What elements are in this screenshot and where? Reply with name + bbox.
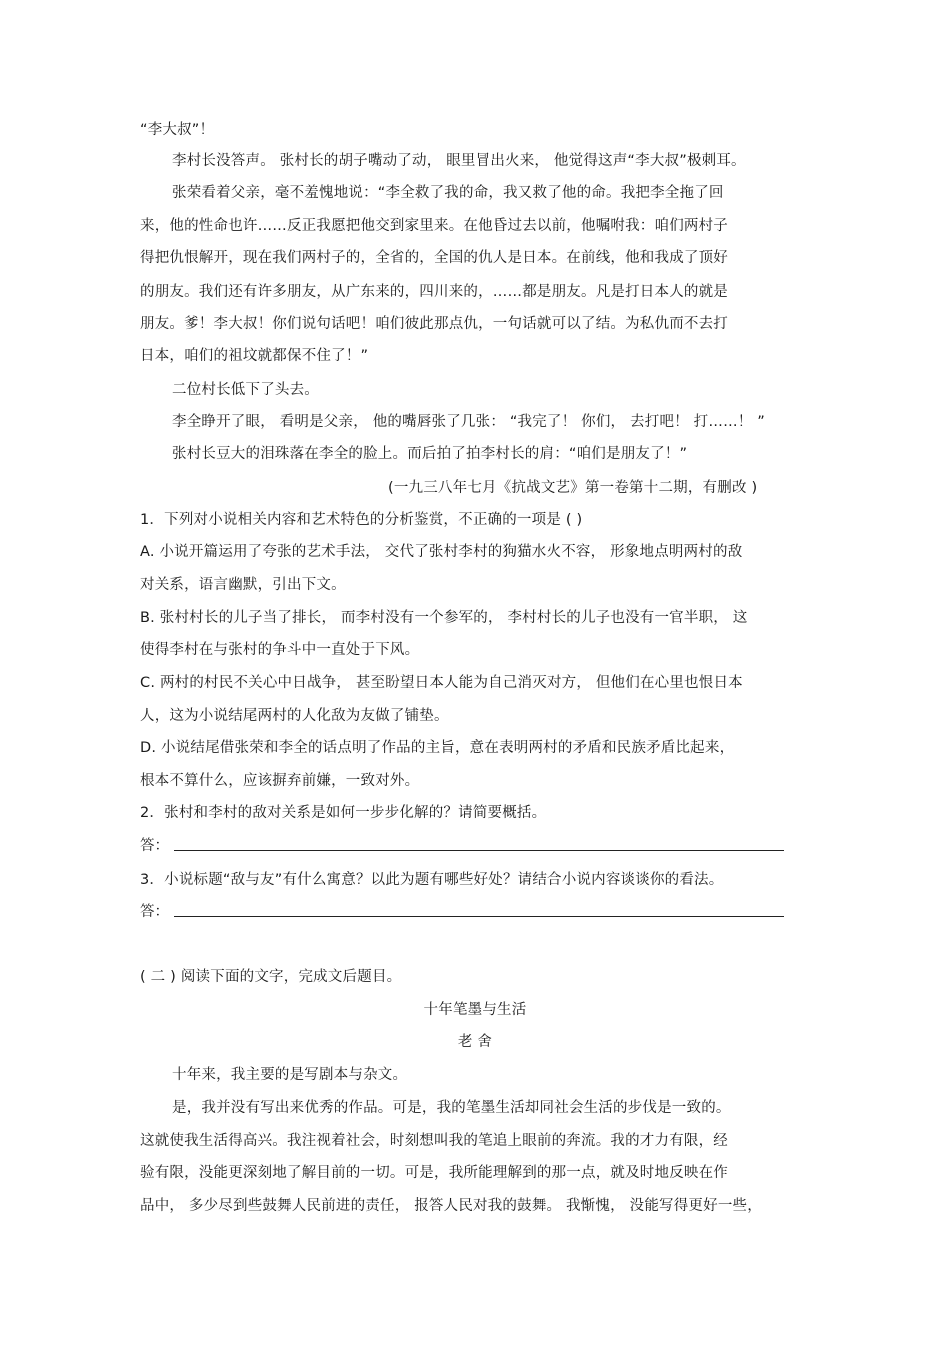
question-1-option: 根本不算什么，应该摒弃前嫌，一致对外。 [140, 773, 420, 789]
question-1-stem: 1．下列对小说相关内容和艺术特色的分析鉴赏，不正确的一项是 ( ) [140, 512, 583, 528]
story-line: 来，他的性命也许……反正我愿把他交到家里来。在他昏过去以前，他嘱咐我：咱们两村子 [140, 218, 728, 234]
article-title: 十年笔墨与生活 [423, 1002, 527, 1018]
answer-line [174, 850, 784, 851]
section-intro: ( 二 ) 阅读下面的文字，完成文后题目。 [140, 969, 402, 985]
article-line: 十年来，我主要的是写剧本与杂文。 [172, 1067, 408, 1083]
question-2-stem: 2．张村和李村的敌对关系是如何一步步化解的？请简要概括。 [140, 805, 547, 821]
article-line: 品中， 多少尽到些鼓舞人民前进的责任， 报答人民对我的鼓舞。 我惭愧， 没能写得更好一些， [140, 1198, 762, 1214]
story-line: 得把仇恨解开，现在我们两村子的，全省的，全国的仇人是日本。在前线，他和我成了顶好 [140, 250, 728, 266]
story-line: 张荣看着父亲，毫不羞愧地说：“李全救了我的命，我又救了他的命。我把李全拖了回 [172, 185, 724, 201]
question-1-option: A. 小说开篇运用了夸张的艺术手法， 交代了张村李村的狗猫水火不容， 形象地点明两村的敌 [140, 544, 743, 560]
question-3-stem: 3．小说标题“敌与友”有什么寓意？以此为题有哪些好处？请结合小说内容谈谈你的看法。 [140, 872, 724, 888]
story-line: 的朋友。我们还有许多朋友，从广东来的，四川来的，……都是朋友。凡是打日本人的就是 [140, 284, 728, 300]
source-citation: (一九三八年七月《抗战文艺》第一卷第十二期，有删改 ) [388, 480, 758, 496]
question-1-option: 人，这为小说结尾两村的人化敌为友做了铺垫。 [140, 708, 449, 724]
question-1-option: B. 张村村长的儿子当了排长， 而李村没有一个参军的， 李村村长的儿子也没有一官半职， 这 [140, 610, 748, 626]
question-1-option: 使得李村在与张村的争斗中一直处于下风。 [140, 642, 420, 658]
story-line: “李大叔”！ [140, 122, 215, 138]
story-line: 李村长没答声。 张村长的胡子嘴动了动， 眼里冒出火来， 他觉得这声“李大叔”极刺耳。 [172, 153, 746, 169]
story-line: 张村长豆大的泪珠落在李全的脸上。而后拍了拍李村长的肩：“咱们是朋友了！” [172, 446, 688, 462]
story-line: 朋友。爹！李大叔！你们说句话吧！咱们彼此那点仇，一句话就可以了结。为私仇而不去打 [140, 316, 728, 332]
answer-field-q3[interactable] [140, 902, 790, 922]
question-1-option: C. 两村的村民不关心中日战争， 甚至盼望日本人能为自己消灭对方， 但他们在心里也恨日本 [140, 675, 743, 691]
article-author: 老 舍 [457, 1034, 493, 1050]
story-line: 李全睁开了眼， 看明是父亲， 他的嘴唇张了几张： “我完了！ 你们， 去打吧！ 打……！ ” [172, 414, 765, 430]
answer-line [174, 916, 784, 917]
question-1-option: 对关系，语言幽默，引出下文。 [140, 577, 346, 593]
answer-field-q2[interactable] [140, 836, 790, 856]
article-line: 是，我并没有写出来优秀的作品。可是，我的笔墨生活却同社会生活的步伐是一致的。 [172, 1100, 731, 1116]
answer-label: 答： [140, 838, 169, 854]
story-line: 二位村长低下了头去。 [172, 382, 319, 398]
story-line: 日本，咱们的祖坟就都保不住了！” [140, 348, 369, 364]
article-line: 验有限，没能更深刻地了解目前的一切。可是，我所能理解到的那一点，就及时地反映在作 [140, 1165, 728, 1181]
answer-label: 答： [140, 904, 169, 920]
question-1-option: D. 小说结尾借张荣和李全的话点明了作品的主旨，意在表明两村的矛盾和民族矛盾比起来， [140, 740, 735, 756]
article-line: 这就使我生活得高兴。我注视着社会，时刻想叫我的笔追上眼前的奔流。我的才力有限，经 [140, 1133, 728, 1149]
